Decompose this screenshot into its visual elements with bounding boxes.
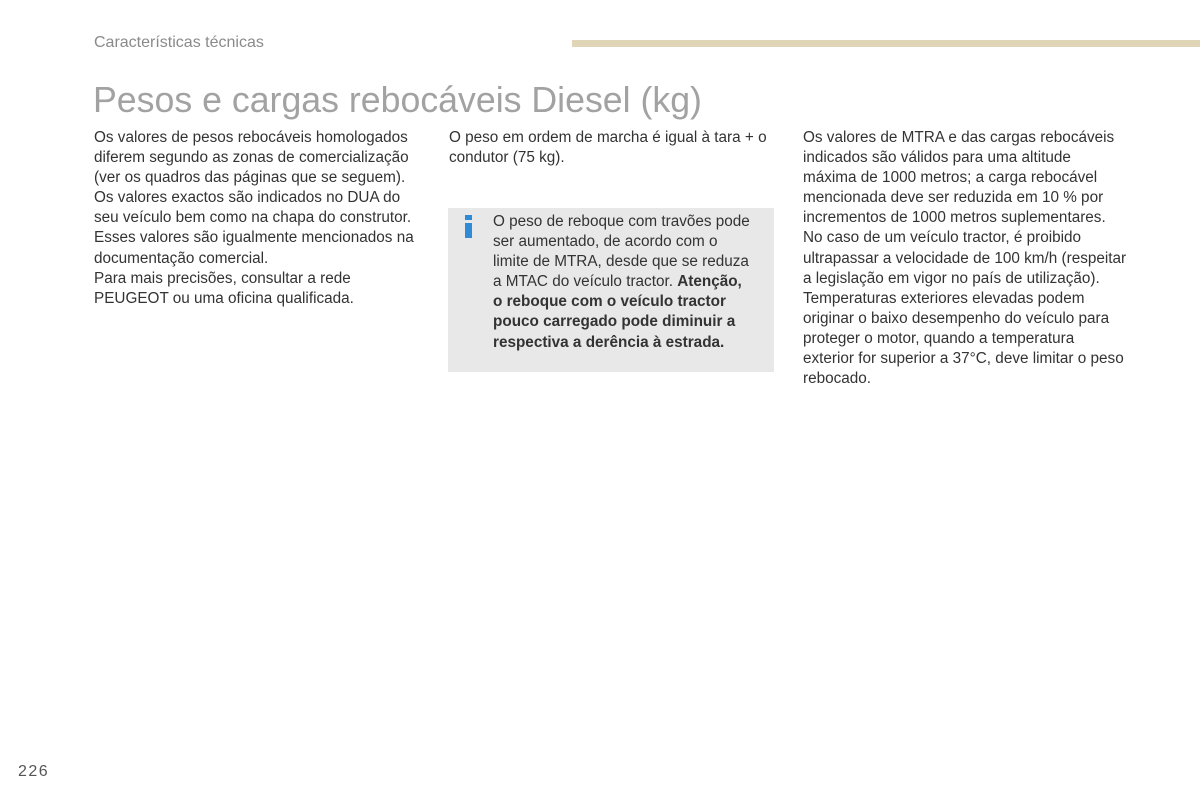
right-column — [803, 128, 1126, 389]
page-number: 226 — [18, 763, 50, 780]
middle-column — [449, 128, 767, 168]
info-line-bold: pouco carregado pode diminuir a — [493, 313, 736, 331]
info-line: ser aumentado, de acordo com o — [493, 233, 718, 251]
text-line: mencionada deve ser reduzida em 10 % por — [803, 189, 1104, 207]
text-line: Os valores de pesos rebocáveis homologados — [94, 129, 408, 146]
text-line: ultrapassar a velocidade de 100 km/h (respeitar — [803, 249, 1127, 267]
info-line-bold: Atenção, — [677, 273, 742, 291]
info-line-bold: o reboque com o veículo tractor — [493, 293, 726, 311]
info-icon-dot — [465, 215, 472, 220]
info-line: O peso de reboque com travões pode — [493, 213, 750, 230]
info-icon-stem — [465, 223, 472, 238]
text-line: Os valores exactos são indicados no DUA do — [94, 189, 401, 207]
text-line: No caso de um veículo tractor, é proibido — [803, 229, 1082, 247]
text-line: Temperaturas exteriores elevadas podem — [803, 289, 1085, 307]
text-line: (ver os quadros das páginas que se seguem). — [94, 169, 406, 187]
info-line: limite de MTRA, desde que se reduza — [493, 253, 749, 271]
text-line: condutor (75 kg). — [449, 149, 565, 167]
text-line: PEUGEOT ou uma oficina qualificada. — [94, 289, 354, 307]
text-line: máxima de 1000 metros; a carga rebocável — [803, 169, 1098, 187]
info-box — [448, 208, 774, 372]
info-icon — [465, 215, 472, 238]
text-line: Esses valores são igualmente mencionados na — [94, 229, 414, 247]
text-line: a legislação em vigor no país de utilização). — [803, 269, 1100, 287]
info-line — [493, 272, 750, 292]
page-title: Pesos e cargas rebocáveis Diesel (kg) — [93, 80, 702, 120]
info-line-normal: a MTAC do veículo tractor. — [493, 273, 673, 291]
text-line: exterior for superior a 37°C, deve limitar o peso — [803, 350, 1124, 368]
info-line-bold: respectiva a derência à estrada. — [493, 333, 725, 351]
info-box-text — [493, 212, 750, 353]
text-line: seu veículo bem como na chapa do construtor. — [94, 209, 412, 227]
text-line: indicados são válidos para uma altitude — [803, 149, 1071, 167]
text-line: rebocado. — [803, 370, 872, 388]
header-bar — [572, 40, 1200, 47]
left-column — [94, 128, 414, 309]
text-line: O peso em ordem de marcha é igual à tara + o — [449, 129, 767, 146]
text-line: Para mais precisões, consultar a rede — [94, 269, 351, 287]
section-title: Características técnicas — [94, 34, 264, 51]
text-line: proteger o motor, quando a temperatura — [803, 329, 1075, 347]
text-line: documentação comercial. — [94, 249, 269, 267]
text-line: diferem segundo as zonas de comercialização — [94, 149, 409, 167]
text-line: Os valores de MTRA e das cargas rebocáveis — [803, 129, 1115, 146]
text-line: incrementos de 1000 metros suplementares. — [803, 209, 1106, 227]
text-line: originar o baixo desempenho do veículo para — [803, 309, 1110, 327]
